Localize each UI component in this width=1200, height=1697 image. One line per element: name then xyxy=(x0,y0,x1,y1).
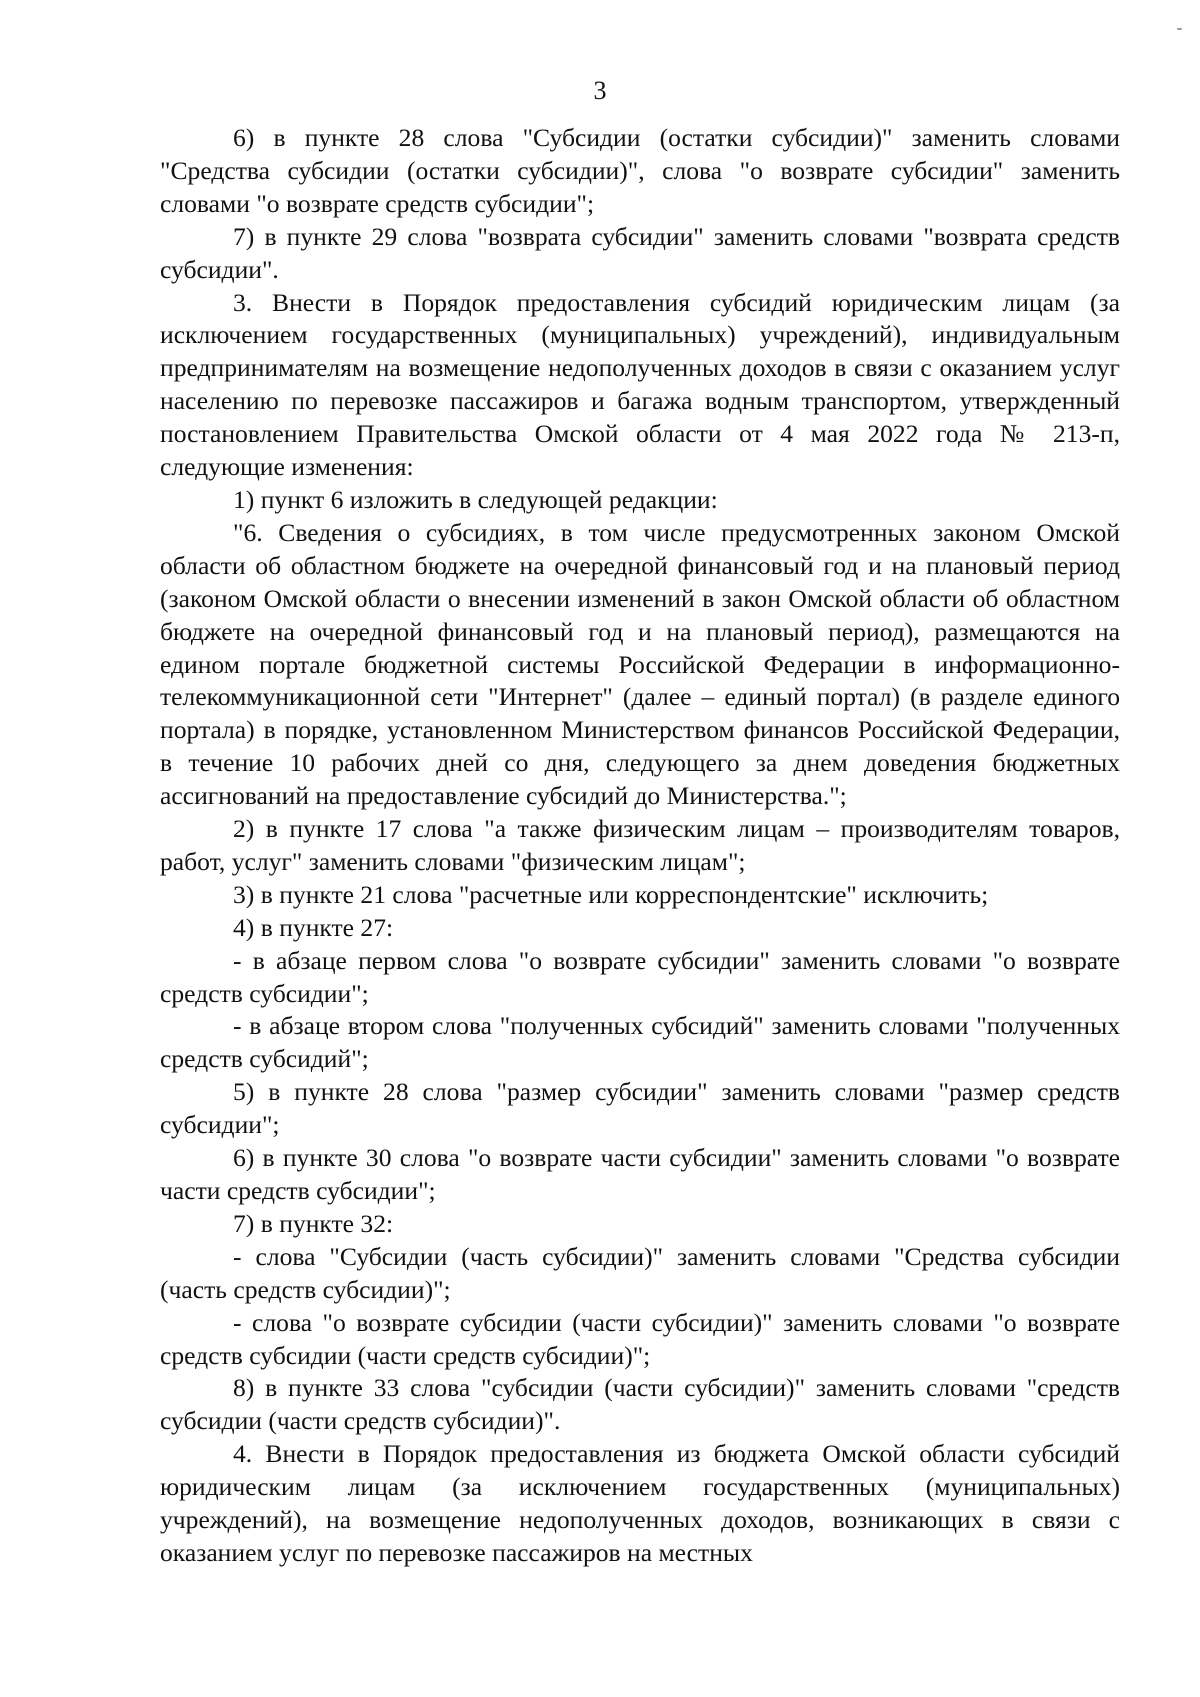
section-3-item-6: 6) в пункте 30 слова "о возврате части субсидии" заменить словами "о возврате части средств субсидии"; xyxy=(160,1143,1120,1205)
page-number: 3 xyxy=(593,76,607,105)
section-3-item-4-dash-2: - в абзаце втором слова "полученных субсидий" заменить словами "полученных средств субсидий"; xyxy=(160,1011,1120,1074)
section-3-item-7-dash-2: - слова "о возврате субсидии (части субсидии)" заменить словами "о возврате средств субсидии (части средств субсидии)"; xyxy=(160,1307,1120,1370)
section-3-item-1-new-text: "6. Сведения о субсидиях, в том числе предусмотренных законом Омской области об областном бюджете на очередной финансовый год и на плановый период (законом Омской области о внесении изменений в закон Омской области об областном бюджете на очередной финансовый год и на плановый период), размещаются на едином портале бюджетной системы Российской Федерации в информационно-телекоммуникационной сети "Интернет" (далее – единый портал) (в разделе единого портала) в порядке, установленном Министерством финансов Российской Федерации, в течение 10 рабочих дней со дня, следующего за днем доведения бюджетных ассигнований на предоставление субсидий до Министерства."; xyxy=(160,517,1120,811)
section-3-item-7-dash-1: - слова "Субсидии (часть субсидии)" заменить словами "Средства субсидии (часть средств субсидии)"; xyxy=(160,1241,1120,1304)
scan-speck xyxy=(1177,28,1182,30)
item-6-paragraph-28: 6) в пункте 28 слова "Субсидии (остатки субсидии)" заменить словами "Средства субсидии (остатки субсидии)", слова "о возврате субсидии" заменить словами "о возврате средств субсидии"; xyxy=(160,123,1120,218)
section-3-item-5: 5) в пункте 28 слова "размер субсидии" заменить словами "размер средств субсидии"; xyxy=(160,1077,1120,1140)
section-4-intro: 4. Внести в Порядок предоставления из бюджета Омской области субсидий юридическим лицам (за исключением государственных (муниципальных) учреждений), на возмещение недополученных доходов, возникающих в связи с оказанием услуг по перевозке пассажиров на местных xyxy=(160,1439,1120,1567)
section-3-item-4: 4) в пункте 27: xyxy=(233,912,394,942)
section-3-item-3: 3) в пункте 21 слова "расчетные или корреспондентские" исключить; xyxy=(233,879,989,909)
section-3-item-7: 7) в пункте 32: xyxy=(233,1208,394,1238)
section-3-item-1: 1) пункт 6 изложить в следующей редакции: xyxy=(233,484,718,514)
section-3-item-8: 8) в пункте 33 слова "субсидии (части субсидии)" заменить словами "средств субсидии (части средств субсидии)". xyxy=(160,1373,1120,1436)
section-3-item-2: 2) в пункте 17 слова "а также физическим лицам – производителям товаров, работ, услуг" заменить словами "физическим лицам"; xyxy=(160,814,1120,876)
section-3-intro: 3. Внести в Порядок предоставления субсидий юридическим лицам (за исключением государственных (муниципальных) учреждений), индивидуальным предпринимателям на возмещение недополученных доходов в связи с оказанием услуг населению по перевозке пассажиров и багажа водным транспортом, утвержденный постановлением Правительства Омской области от 4 мая 2022 года № 213-п, следующие изменения: xyxy=(160,287,1120,482)
document-body xyxy=(160,122,1120,1570)
section-3-item-4-dash-1: - в абзаце первом слова "о возврате субсидии" заменить словами "о возврате средств субсидии"; xyxy=(160,945,1120,1008)
item-7-paragraph-29: 7) в пункте 29 слова "возврата субсидии" заменить словами "возврата средств субсидии". xyxy=(160,221,1120,284)
